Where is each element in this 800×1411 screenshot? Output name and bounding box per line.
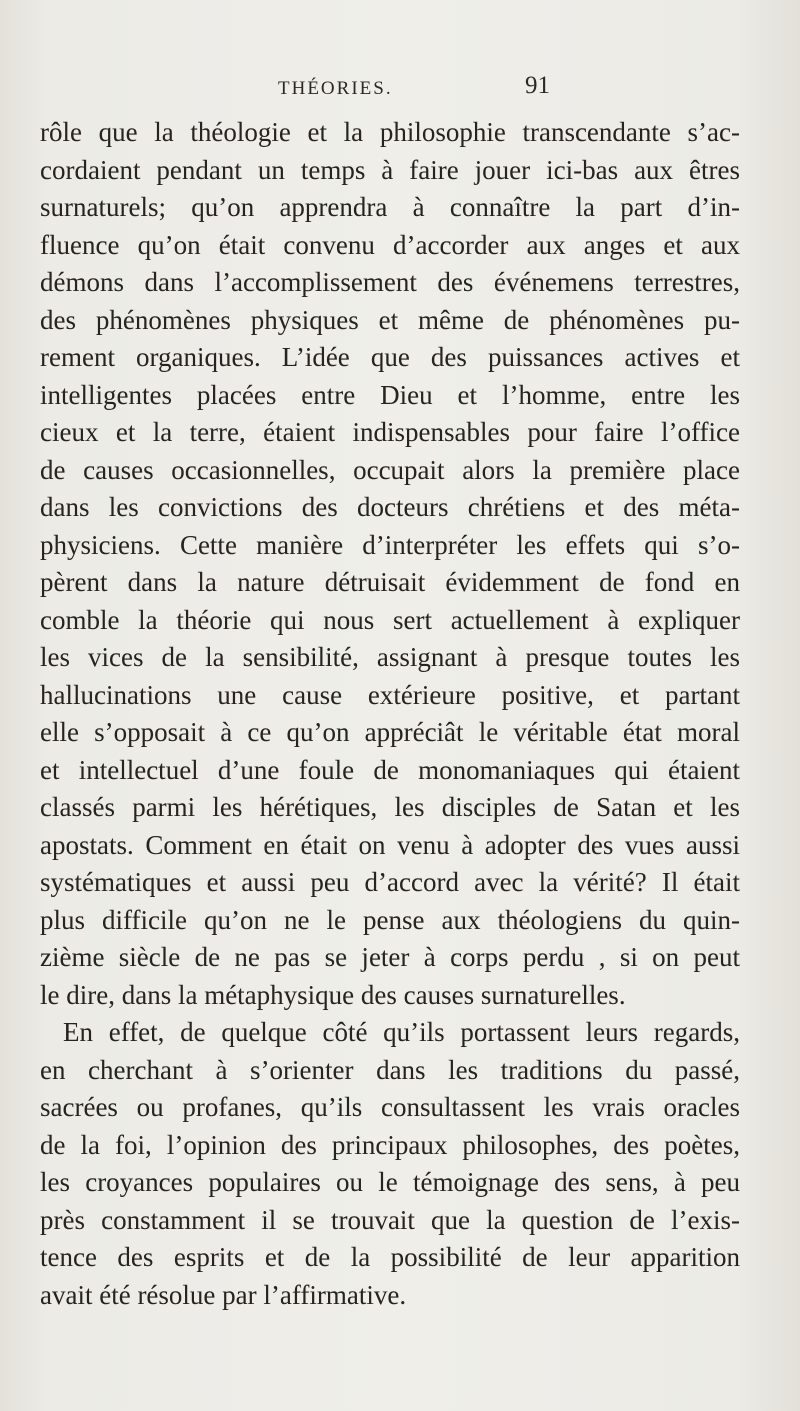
text-line: le dire, dans la métaphysique des causes surnaturelles. [40,979,626,1010]
text-line: tence des esprits et de la possibilité de leur apparition [40,1242,740,1272]
text-line: rôle que la théologie et la philosophie transcendante s’ac- [40,117,740,147]
text-line: systématiques et aussi peu d’accord avec la vérité? Il était [40,867,740,897]
text-line: de causes occasionnelles, occupait alors la première place [40,454,740,485]
text-line: physiciens. Cette manière d’interpréter les effets qui s’o- [40,529,740,560]
text-line: rement organiques. L’idée que des puissances actives et [40,342,740,372]
text-line: plus difficile qu’on ne le pense aux théologiens du quin- [40,904,740,935]
text-line: les vices de la sensibilité, assignant à presque toutes les [40,642,740,672]
text-line: cordaient pendant un temps à faire jouer ici-bas aux êtres [40,154,740,185]
text-line: dans les convictions des docteurs chrétiens et des méta- [40,492,740,522]
text-line: les croyances populaires ou le témoignage des sens, à peu [40,1167,740,1197]
text-line: des phénomènes physiques et même de phénomènes pu- [40,304,740,335]
text-line: sacrées ou profanes, qu’ils consultassent les vrais oracles [40,1092,740,1122]
text-line: avait été résolue par l’affirmative. [40,1279,407,1310]
running-title: THÉORIES. [278,78,393,99]
body-text [40,114,740,1314]
text-line: zième siècle de ne pas se jeter à corps perdu , si on peut [40,942,740,972]
text-line: pèrent dans la nature détruisait évidemment de fond en [40,567,740,597]
text-line: hallucinations une cause extérieure positive, et partant [40,679,740,710]
text-line: fluence qu’on était convenu d’accorder aux anges et aux [40,229,740,260]
text-line: près constamment il se trouvait que la question de l’exis- [40,1204,740,1235]
text-line: En effet, de quelque côté qu’ils portassent leurs regards, [63,1017,740,1047]
text-line: elle s’opposait à ce qu’on appréciât le véritable état moral [40,717,740,747]
text-line: démons dans l’accomplissement des événemens terrestres, [40,267,740,297]
text-line: de la foi, l’opinion des principaux philosophes, des poètes, [40,1129,740,1160]
text-line: classés parmi les hérétiques, les disciples de Satan et les [40,792,740,822]
text-line: comble la théorie qui nous sert actuellement à expliquer [40,604,740,635]
text-line: et intellectuel d’une foule de monomaniaques qui étaient [40,754,740,785]
text-line: intelligentes placées entre Dieu et l’homme, entre les [40,379,740,410]
text-line: apostats. Comment en était on venu à adopter des vues aussi [40,829,740,860]
running-head [0,72,800,108]
text-line: surnaturels; qu’on apprendra à connaître la part d’in- [40,192,740,222]
page-number: 91 [525,72,550,99]
text-line: cieux et la terre, étaient indispensables pour faire l’office [40,417,740,447]
text-line: en cherchant à s’orienter dans les traditions du passé, [40,1054,740,1085]
